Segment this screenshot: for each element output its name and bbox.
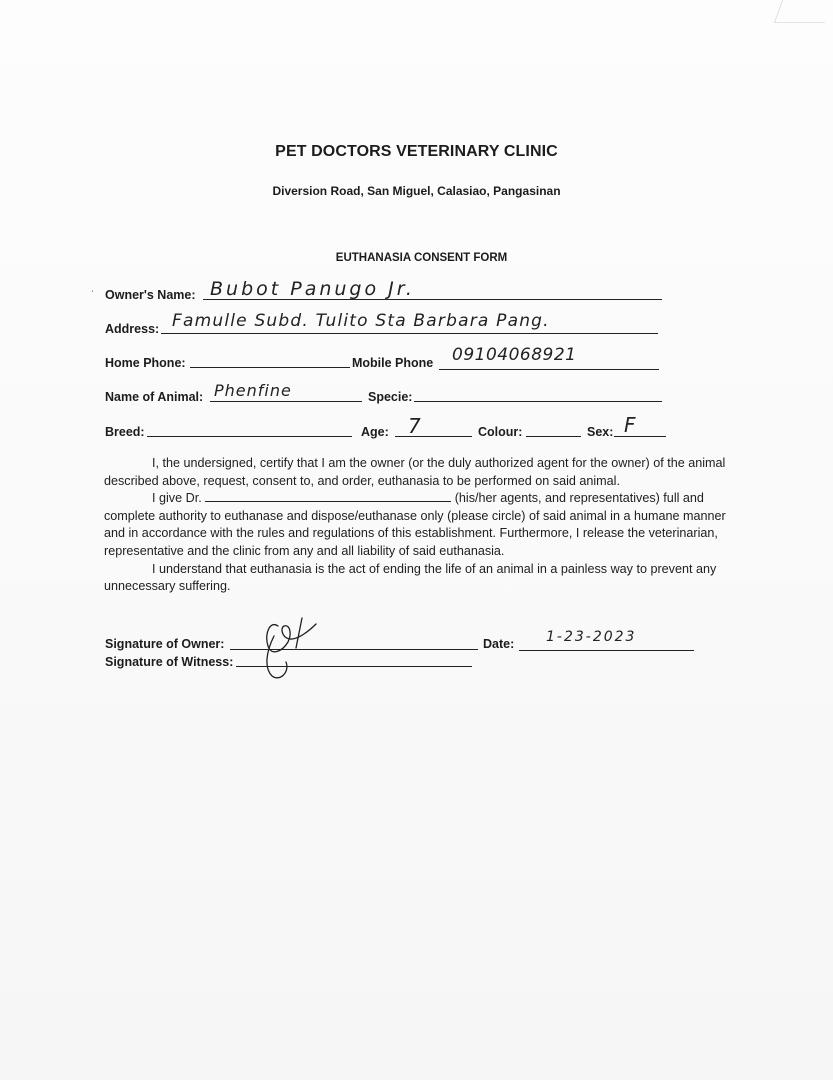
owner-signature-image	[240, 612, 340, 684]
mobile-phone-label: Mobile Phone	[352, 356, 434, 370]
paper-fold-mark	[774, 0, 833, 23]
date-value[interactable]: 1-23-2023	[546, 629, 637, 645]
owner-name-value[interactable]: Bubot Panugo Jr.	[210, 278, 415, 300]
certification-text: I, the undersigned, certify that I am the owner (or the duly authorized agent for the owner) of the animal described above, request, consent to, and order, euthanasia to be performed on said animal.	[104, 456, 726, 488]
sex-line	[614, 436, 666, 437]
date-label: Date:	[483, 637, 515, 651]
mobile-phone-line	[439, 369, 659, 370]
animal-name-label: Name of Animal:	[105, 390, 204, 404]
mobile-phone-value[interactable]: 09104068921	[452, 345, 577, 365]
home-phone-label: Home Phone:	[105, 356, 186, 370]
clinic-address: Diversion Road, San Miguel, Calasiao, Pangasinan	[272, 184, 561, 198]
breed-label: Breed:	[105, 425, 145, 439]
colour-label: Colour:	[478, 425, 523, 439]
specie-label: Specie:	[368, 390, 413, 404]
form-title: EUTHANASIA CONSENT FORM	[335, 252, 508, 264]
animal-name-line	[210, 401, 362, 402]
owner-name-label: Owner's Name:	[105, 288, 196, 302]
doctor-name-blank[interactable]	[205, 490, 451, 502]
age-line	[395, 436, 472, 437]
home-phone-line	[190, 367, 350, 368]
address-label: Address:	[105, 322, 160, 336]
stray-mark: ˈ	[91, 290, 95, 301]
witness-signature-line	[236, 666, 472, 667]
authority-suffix: (his/her agents, and representatives) full and complete authority to euthanase and dispose/euthanase only (please circle) of said animal in a humane manner and in accordance with the rules and regulations of this establishment. Furthermore, I release the veterinarian, representative and the clinic from any and all liability of said euthanasia.	[104, 491, 726, 558]
authority-text	[104, 490, 728, 560]
animal-name-value[interactable]: Phenfine	[214, 381, 292, 400]
date-line	[519, 650, 694, 651]
owner-signature-label: Signature of Owner:	[105, 637, 225, 651]
consent-paragraph	[104, 455, 728, 596]
colour-line	[526, 436, 581, 437]
sex-value[interactable]: F	[624, 413, 637, 437]
address-line	[161, 333, 658, 334]
address-value[interactable]: Famulle Subd. Tulito Sta Barbara Pang.	[172, 311, 550, 331]
clinic-name: PET DOCTORS VETERINARY CLINIC	[275, 143, 558, 160]
definition-text: I understand that euthanasia is the act of ending the life of an animal in a painless way to prevent any unnecessary suffering.	[104, 561, 717, 594]
breed-line	[147, 436, 352, 437]
sex-label: Sex:	[587, 425, 614, 439]
age-value[interactable]: 7	[408, 414, 422, 438]
age-label: Age:	[361, 425, 389, 439]
authority-prefix: I give Dr.	[152, 491, 202, 506]
witness-signature-label: Signature of Witness:	[105, 655, 234, 669]
specie-line	[414, 401, 662, 402]
